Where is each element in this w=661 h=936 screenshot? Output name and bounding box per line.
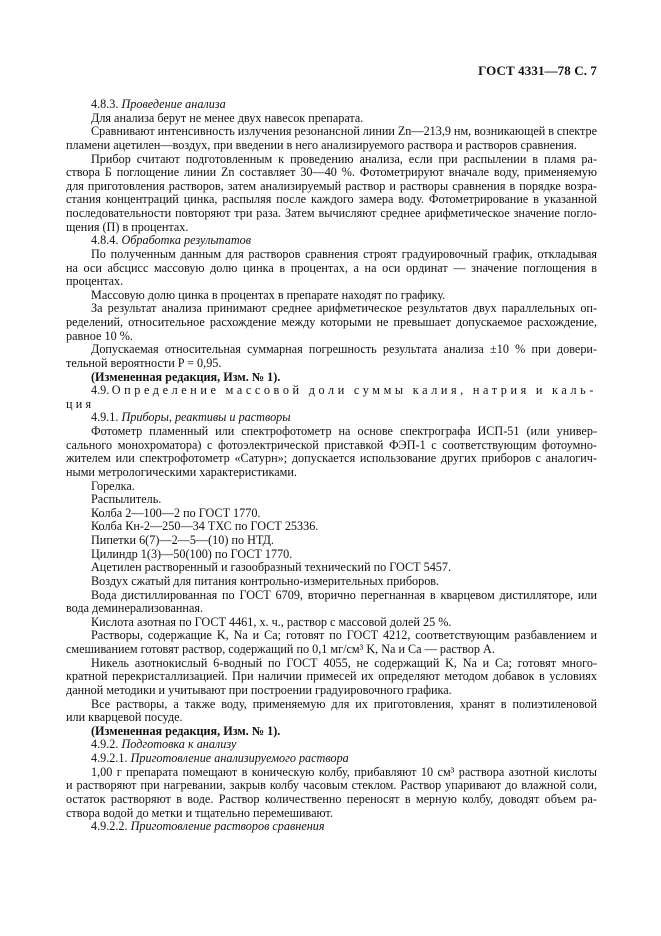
paragraph-line: последовательности повторяют три раза. Затем вычисляют среднее арифметическое значение погло- bbox=[66, 206, 597, 220]
amendment-note: (Измененная редакция, Изм. № 1). bbox=[91, 723, 281, 738]
list-item: Колба 2—100—2 по ГОСТ 1770. bbox=[91, 505, 261, 520]
section-number: 4.9.2.1. bbox=[91, 751, 128, 765]
paragraph-line: За результат анализа принимают среднее арифметическое результатов двух параллельных оп- bbox=[91, 301, 597, 316]
section-number: 4.9. bbox=[91, 383, 110, 398]
list-item: Воздух сжатый для питания контрольно-измерительных приборов. bbox=[91, 573, 440, 588]
section-title: Обработка результатов bbox=[121, 233, 252, 248]
section-number: 4.9.2.2. bbox=[91, 819, 128, 834]
paragraph-line: пламени ацетилен—воздух, при введении в него анализируемого раствора и растворов сравнения. bbox=[66, 137, 577, 152]
list-item-continuation: вода деминерализованная. bbox=[66, 601, 204, 616]
section-title: Приборы, реактивы и растворы bbox=[121, 410, 291, 425]
section-number: 4.9.1. bbox=[91, 410, 119, 425]
paragraph-line: для приготовления растворов, затем анализируемый раствор и растворы сравнения в порядке возра- bbox=[66, 178, 597, 193]
paragraph-line: Прибор считают подготовленным к проведению анализа, если при распылении в пламя ра- bbox=[91, 151, 597, 166]
list-item-continuation: данной методики и учитывают при построении градуировочного графика. bbox=[66, 682, 452, 697]
paragraph-line: процентах. bbox=[66, 274, 124, 289]
document-body bbox=[66, 98, 597, 834]
paragraph-line: тельной вероятности P = 0,95. bbox=[66, 355, 222, 370]
paragraph-line: жителем или спектрофотометр «Сатурн»; допускается использование других приборов с аналогич- bbox=[66, 451, 597, 466]
section-title: Приготовление анализируемого раствора bbox=[130, 751, 349, 765]
list-item: Вода дистиллированная по ГОСТ 6709, вторично перегнанная в кварцевом дистилляторе, или bbox=[91, 587, 597, 602]
list-item: Распылитель. bbox=[91, 492, 162, 507]
paragraph-line: Сравнивают интенсивность излучения резонансной линии Zn—213,9 нм, возникающей в спектре bbox=[91, 124, 597, 139]
section-heading-4-8-4 bbox=[66, 234, 597, 248]
paragraph-line: створа Б поглощение линии Zn составляет 30—40 %. Фотометрируют вначале воду, применяемую bbox=[66, 165, 597, 180]
section-heading-4-9-2-1 bbox=[66, 752, 597, 766]
list-item: Кислота азотная по ГОСТ 4461, х. ч., раствор с массовой долей 25 %. bbox=[91, 614, 452, 629]
list-item: Растворы, содержащие K, Na и Ca; готовят по ГОСТ 4212, соответствующим разбавлением и bbox=[91, 628, 597, 643]
section-title: Определение массовой доли суммы калия, натрия и каль- bbox=[111, 383, 597, 398]
paragraph-line: ными метрологическими характеристиками. bbox=[66, 464, 297, 479]
paragraph-line: на оси абсцисс массовую долю цинка в процентах, а на оси ординат — значение поглощения в bbox=[66, 260, 597, 275]
section-heading-4-8-3 bbox=[66, 98, 597, 112]
section-heading-4-9 bbox=[66, 384, 597, 398]
section-heading-4-9-1 bbox=[66, 411, 597, 425]
list-item: Цилиндр 1(3)—50(100) по ГОСТ 1770. bbox=[91, 546, 293, 561]
paragraph-line: ределений, относительное расхождение между которыми не превышает допускаемое расхождение, bbox=[66, 315, 597, 329]
section-title: Проведение анализа bbox=[121, 97, 226, 111]
section-heading-4-9-2 bbox=[66, 738, 597, 752]
paragraph-line: Все растворы, а также воду, применяемую для их приготовления, хранят в полиэтиленовой bbox=[91, 696, 597, 711]
paragraph-line: По полученным данным для растворов сравнения строят градуировочный график, откладывая bbox=[91, 246, 597, 261]
paragraph-line: Фотометр пламенный или спектрофотометр на основе спектрографа ИСП-51 (или универ- bbox=[91, 424, 597, 438]
section-number: 4.8.3. bbox=[91, 97, 119, 111]
paragraph-line: стания концентраций цинка, распыляя после каждого замера воду. Фотометрирование в указанной bbox=[66, 192, 597, 207]
paragraph-line: щения (П) в процентах. bbox=[66, 219, 189, 234]
list-item-continuation: кратной перекристаллизацией. При наличии примесей их определяют методом добавок в условиях bbox=[66, 669, 597, 684]
paragraph-line: и растворяют при нагревании, закрыв колбу часовым стеклом. Раствор упаривают до влажной соли, bbox=[66, 778, 597, 793]
list-item-continuation: смешиванием готовят раствор, содержащий по 0,1 мг/см³ K, Na и Ca — раствор А. bbox=[66, 642, 495, 656]
page-header: ГОСТ 4331—78 С. 7 bbox=[478, 63, 597, 78]
paragraph-line: сального монохроматора) с фотоэлектрической приставкой ФЭП-1 с соответствующим фотоумно- bbox=[66, 437, 597, 452]
paragraph-line: Массовую долю цинка в процентах в препарате находят по графику. bbox=[91, 287, 446, 302]
section-title: Подготовка к анализу bbox=[121, 737, 237, 752]
amendment-note: (Измененная редакция, Изм. № 1). bbox=[91, 369, 281, 384]
paragraph-line: остаток растворяют в воде. Раствор количественно переносят в мерную колбу, доводят объем ра- bbox=[66, 791, 597, 806]
list-item: Горелка. bbox=[91, 478, 135, 493]
list-item: Никель азотнокислый 6-водный по ГОСТ 4055, не содержащий K, Na и Ca; готовят много- bbox=[91, 655, 597, 670]
list-item: Пипетки 6(7)—2—5—(10) по НТД. bbox=[91, 533, 274, 547]
list-item: Колба Кн-2—250—34 ТХС по ГОСТ 25336. bbox=[91, 519, 319, 534]
list-item: Ацетилен растворенный и газообразный технический по ГОСТ 5457. bbox=[91, 560, 452, 575]
paragraph-line: створа водой до метки и тщательно перемешивают. bbox=[66, 805, 333, 820]
section-heading-continuation: ция bbox=[66, 396, 95, 411]
paragraph-line: 1,00 г препарата помещают в коническую колбу, прибавляют 10 см³ раствора азотной кислоты bbox=[91, 764, 597, 779]
paragraph-line: Допускаемая относительная суммарная погрешность результата анализа ±10 % при довери- bbox=[91, 342, 597, 357]
section-title: Приготовление растворов сравнения bbox=[130, 819, 325, 834]
section-number: 4.9.2. bbox=[91, 737, 119, 752]
section-heading-4-9-2-2 bbox=[66, 820, 597, 834]
paragraph-line: или кварцевой посуде. bbox=[66, 710, 183, 725]
paragraph-line: равное 10 %. bbox=[66, 328, 133, 343]
paragraph-line: Для анализа берут не менее двух навесок препарата. bbox=[91, 110, 364, 125]
section-number: 4.8.4. bbox=[91, 233, 119, 248]
